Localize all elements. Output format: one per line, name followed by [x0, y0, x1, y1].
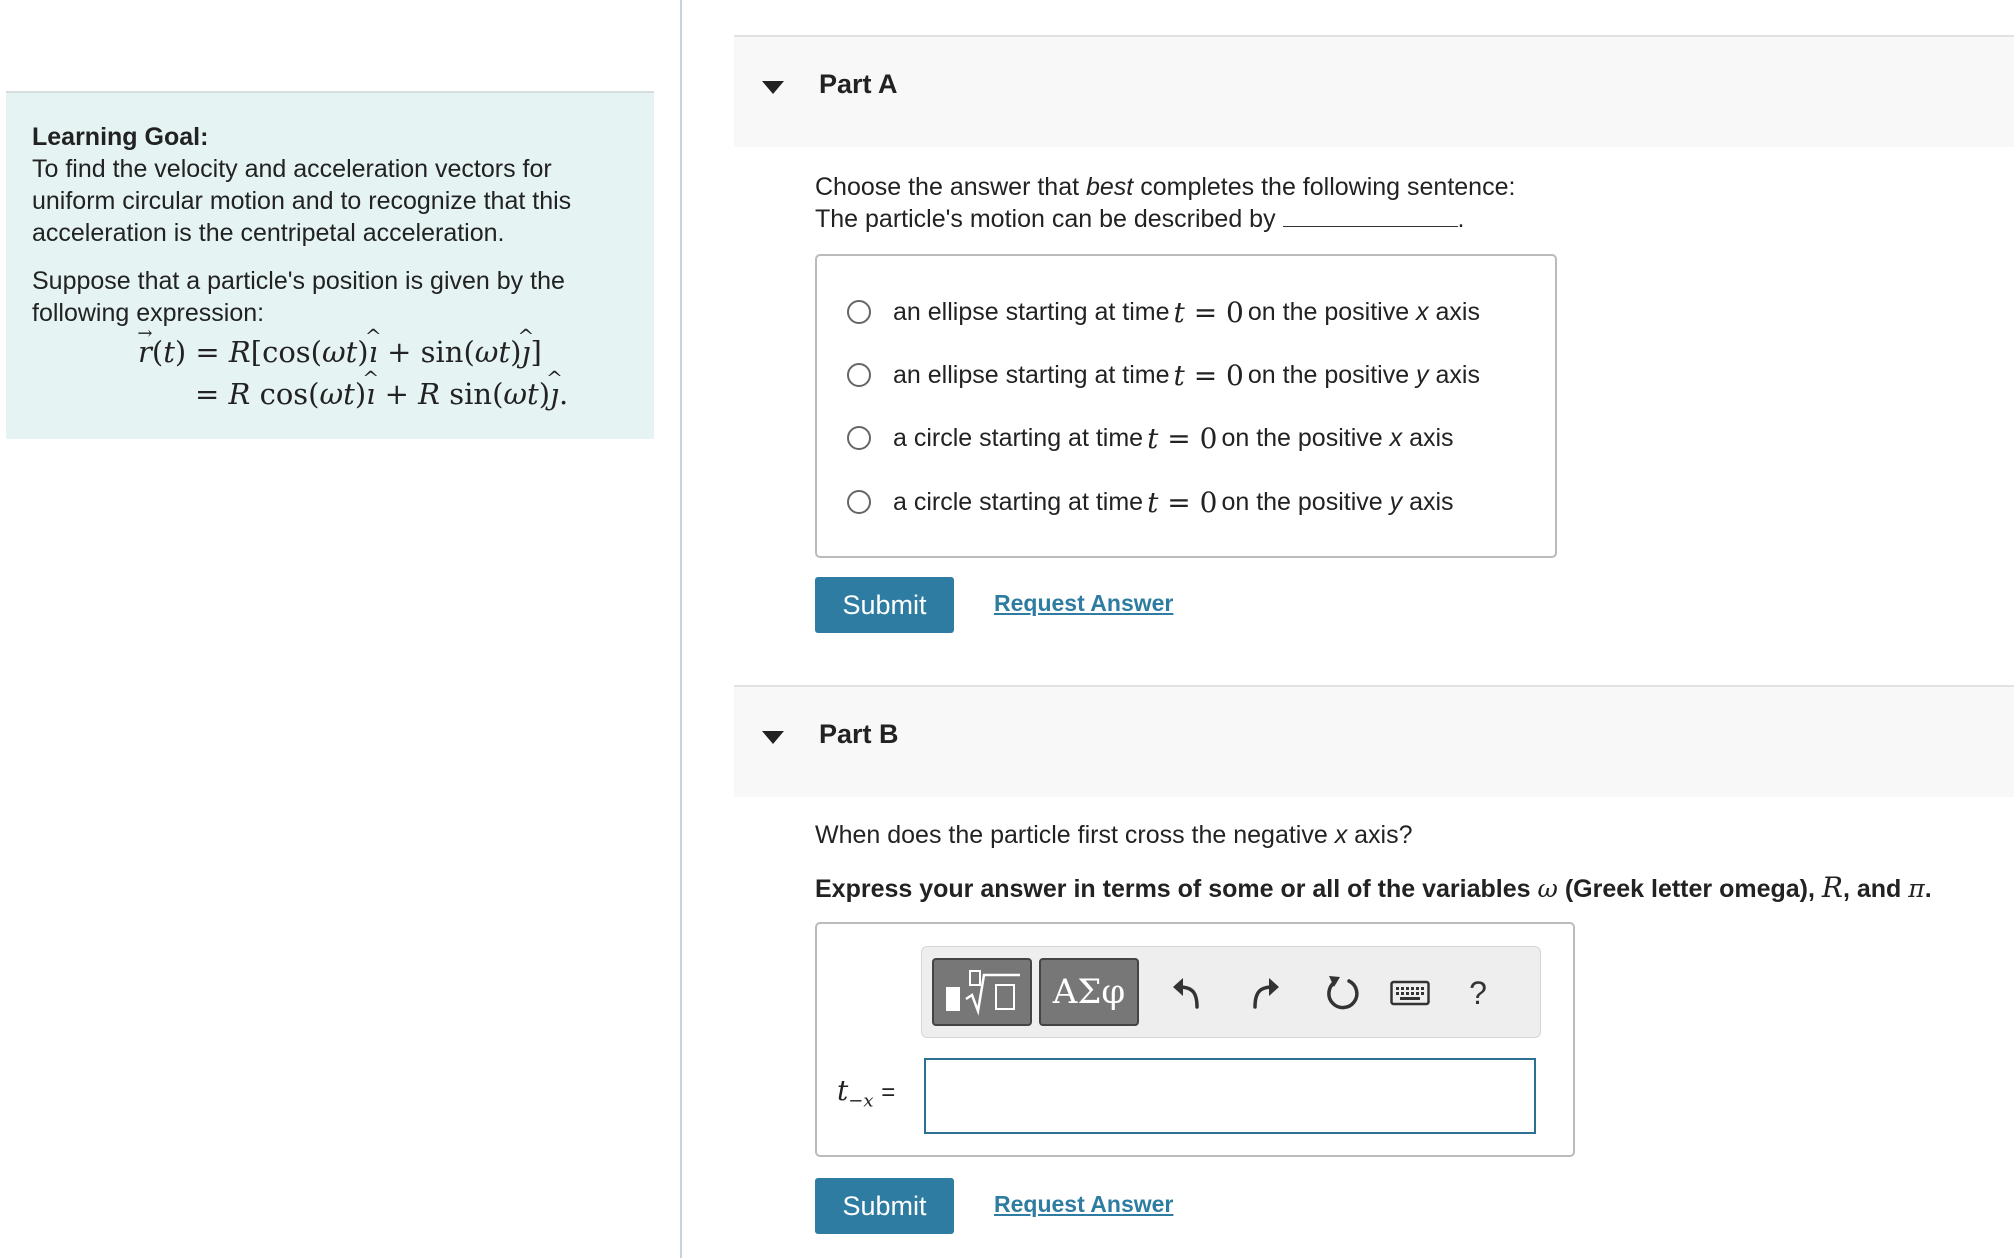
radio-button[interactable] — [847, 426, 871, 450]
templates-button[interactable] — [932, 958, 1032, 1026]
learning-goal-title: Learning Goal: — [32, 123, 209, 151]
option-circle-x[interactable] — [847, 418, 1454, 458]
prompt-line-2: The particle's motion can be described by — [815, 205, 1276, 233]
part-a-title: Part A — [819, 69, 898, 99]
learning-goal-text: To find the velocity and acceleration vectors for uniform circular motion and to recognize that this acceleration is the centripetal acceleration. — [32, 155, 572, 247]
part-b-instruction: Express your answer in terms of some or all of the variables ω (Greek letter omega), R, and π. — [815, 871, 1932, 904]
part-a-prompt: Choose the answer that best completes the following sentence: The particle's motion can be described by . — [815, 173, 1516, 233]
panel-divider — [680, 0, 682, 1258]
option-suffix: on the positive — [1221, 487, 1383, 516]
option-axis: x — [1389, 423, 1403, 452]
option-label: a circle starting at time — [893, 487, 1144, 516]
radio-button[interactable] — [847, 490, 871, 514]
instruction-text-mid: (Greek letter omega), — [1557, 875, 1822, 903]
time-equals-zero: t = 0 — [1147, 421, 1218, 455]
r-symbol: R — [1821, 871, 1843, 904]
option-label: an ellipse starting at time — [893, 297, 1170, 326]
position-equation: → r(t) = R[cos(ωt)^ ı + sin(ωt)^ ȷ] = R cos(ωt)^ ı + R sin(ωt)^ ȷ. — [32, 331, 628, 415]
caret-down-icon[interactable] — [762, 731, 784, 744]
part-b-request-answer-link[interactable]: Request Answer — [994, 1191, 1174, 1217]
answer-input[interactable] — [924, 1058, 1536, 1134]
help-button[interactable]: ? — [1469, 974, 1487, 1011]
t-variable: $t_{-x}$ — [837, 1074, 874, 1112]
option-circle-y[interactable] — [847, 482, 1454, 522]
keyboard-button[interactable] — [1387, 973, 1433, 1013]
part-a-submit-button[interactable]: Submit — [815, 577, 954, 633]
part-b-title: Part B — [819, 719, 899, 749]
option-label: an ellipse starting at time — [893, 360, 1170, 389]
reset-button[interactable] — [1322, 973, 1362, 1013]
option-axis: y — [1416, 360, 1429, 389]
redo-icon — [1247, 975, 1283, 1011]
option-end: axis — [1409, 487, 1454, 516]
time-equals-zero: t = 0 — [1173, 295, 1244, 329]
math-toolbar — [921, 946, 1541, 1038]
option-axis: x — [1416, 297, 1429, 326]
part-b-submit-button[interactable]: Submit — [815, 1178, 954, 1234]
radio-button[interactable] — [847, 363, 871, 387]
undo-icon — [1169, 975, 1205, 1011]
option-suffix: on the positive — [1247, 360, 1410, 389]
reset-icon — [1323, 974, 1361, 1012]
undo-button[interactable] — [1167, 973, 1207, 1013]
equals-sign: = — [881, 1079, 896, 1106]
answer-input-label — [837, 1074, 895, 1112]
redo-button[interactable] — [1245, 973, 1285, 1013]
question-text-end: axis? — [1347, 821, 1413, 849]
question-variable: x — [1334, 821, 1348, 849]
part-a-request-answer-link[interactable]: Request Answer — [994, 590, 1174, 616]
option-ellipse-y[interactable] — [847, 355, 1480, 395]
option-label: a circle starting at time — [893, 423, 1144, 452]
part-a-header[interactable] — [734, 35, 2014, 147]
option-ellipse-x[interactable] — [847, 292, 1480, 332]
instruction-text-and: , and — [1842, 875, 1909, 903]
problem-setup-text: Suppose that a particle's position is given by the following expression: — [32, 267, 565, 327]
caret-down-icon[interactable] — [762, 81, 784, 94]
option-end: axis — [1435, 297, 1480, 326]
prompt-text: Choose the answer that — [815, 173, 1086, 201]
answer-entry-box — [815, 922, 1575, 1157]
option-suffix: on the positive — [1221, 423, 1383, 452]
option-end: axis — [1409, 423, 1454, 452]
multiple-choice-options — [815, 254, 1557, 558]
omega-symbol: ω — [1537, 874, 1558, 903]
part-b-question — [815, 819, 1413, 851]
greek-letters-button[interactable]: ΑΣφ — [1039, 958, 1139, 1026]
templates-icon — [940, 967, 1024, 1017]
prompt-text-end: completes the following sentence: — [1133, 173, 1516, 201]
instruction-text: Express your answer in terms of some or all of the variables — [815, 875, 1538, 903]
part-b-header[interactable] — [734, 685, 2014, 797]
option-axis: y — [1389, 487, 1403, 516]
time-equals-zero: t = 0 — [1173, 358, 1244, 392]
answer-blank — [1283, 204, 1458, 227]
option-suffix: on the positive — [1247, 297, 1410, 326]
keyboard-icon — [1390, 979, 1430, 1007]
question-text: When does the particle first cross the negative — [815, 821, 1335, 849]
radio-button[interactable] — [847, 300, 871, 324]
option-end: axis — [1435, 360, 1480, 389]
time-equals-zero: t = 0 — [1147, 485, 1218, 519]
learning-goal-panel — [6, 91, 654, 439]
pi-symbol: π — [1908, 874, 1925, 903]
prompt-emphasis: best — [1086, 173, 1134, 201]
